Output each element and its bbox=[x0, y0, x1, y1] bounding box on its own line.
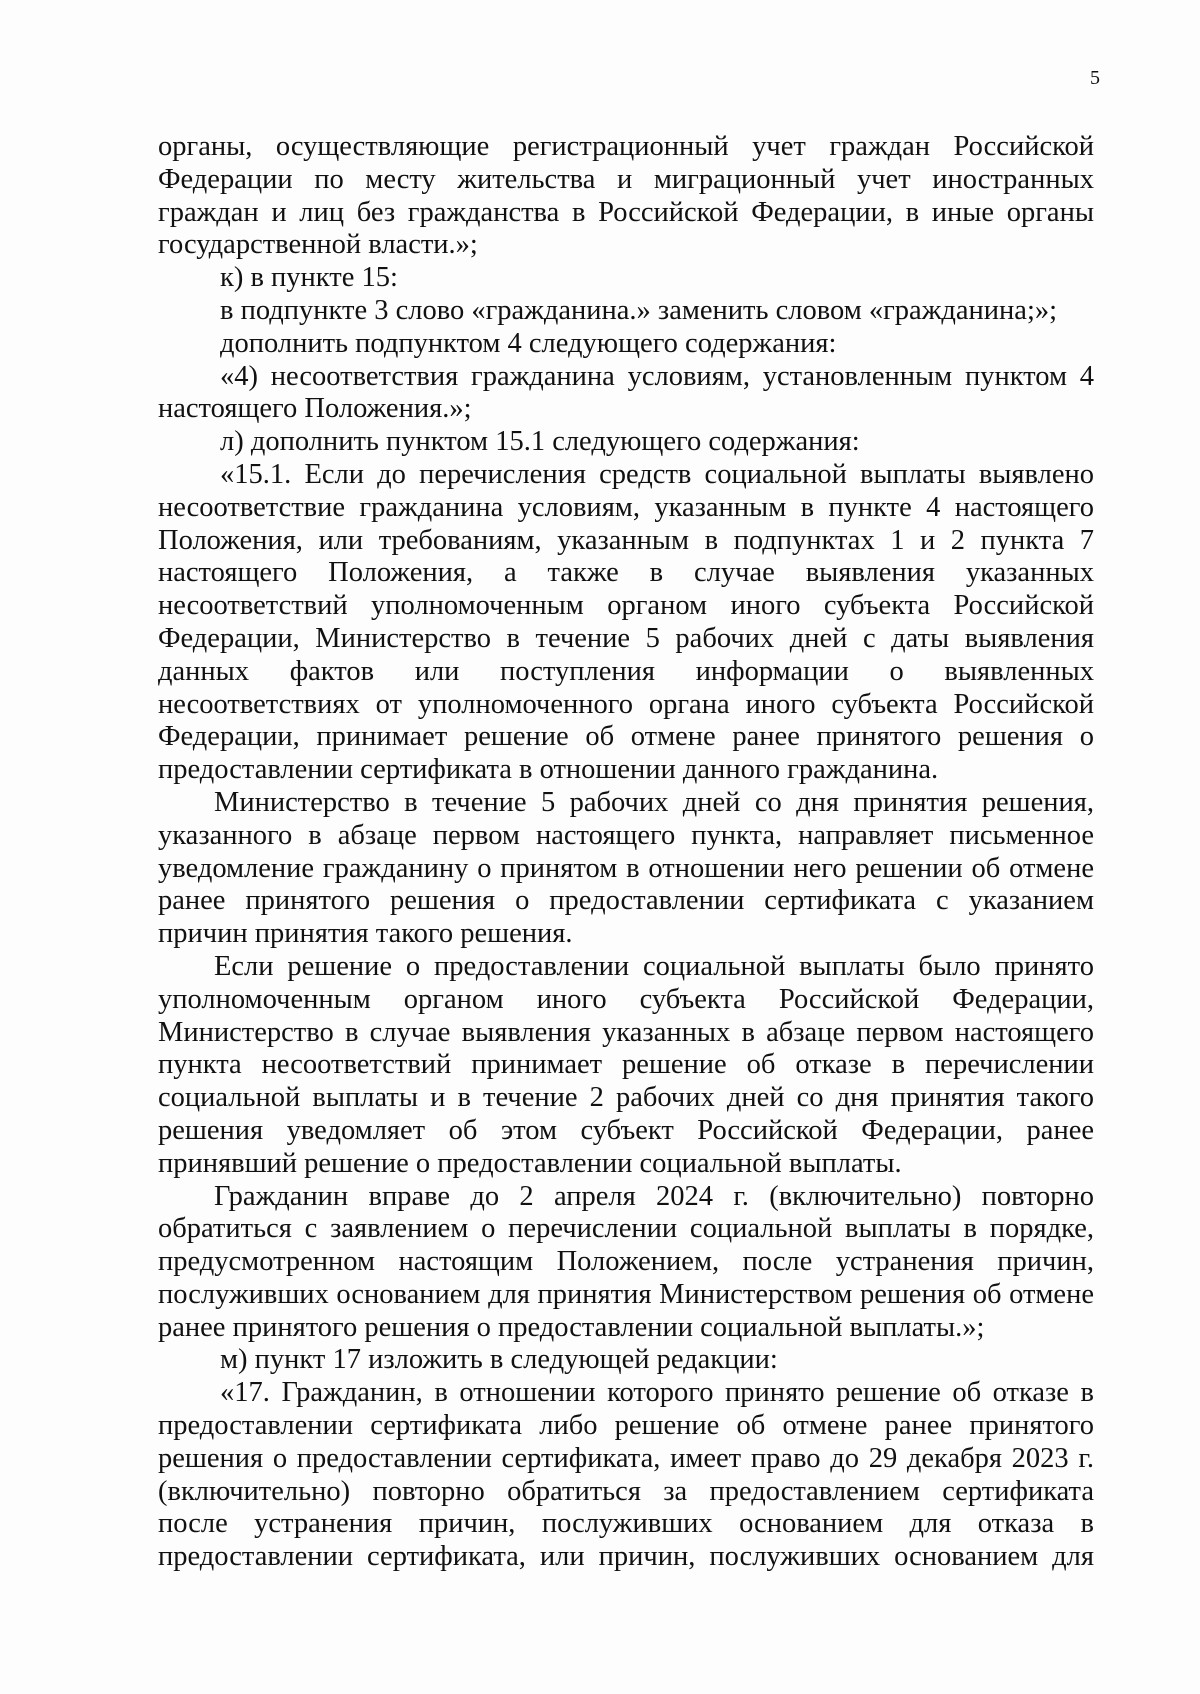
text-line: уполномоченным органом иного субъекта Российской Федерации, bbox=[158, 983, 1094, 1015]
text-line: уведомление гражданину о принятом в отношении него решении об отмене bbox=[158, 852, 1094, 884]
document-body bbox=[158, 131, 1094, 1574]
text-line: после устранения причин, послуживших основанием для отказа в bbox=[158, 1508, 1094, 1540]
text-line: граждан и лиц без гражданства в Российской Федерации, в иные органы bbox=[158, 196, 1094, 228]
text-line: предусмотренном настоящим Положением, после устранения причин, bbox=[158, 1246, 1094, 1278]
text-line: пункта несоответствий принимает решение об отказе в перечислении bbox=[158, 1049, 1094, 1081]
text-line: органы, осуществляющие регистрационный учет граждан Российской bbox=[158, 131, 1094, 162]
text-line: принявший решение о предоставлении социальной выплаты. bbox=[158, 1147, 902, 1179]
text-line: решения уведомляет об этом субъект Российской Федерации, ранее bbox=[158, 1114, 1094, 1146]
text-line: причин принятия такого решения. bbox=[158, 918, 573, 950]
text-line: настоящего Положения.»; bbox=[158, 393, 472, 425]
text-line: «4) несоответствия гражданина условиям, установленным пунктом 4 bbox=[220, 360, 1094, 392]
text-line: Положения, или требованиям, указанным в подпунктах 1 и 2 пункта 7 bbox=[158, 524, 1094, 556]
text-line: указанного в абзаце первом настоящего пункта, направляет письменное bbox=[158, 819, 1094, 851]
text-line: данных фактов или поступления информации о выявленных bbox=[158, 655, 1094, 687]
text-line: к) в пункте 15: bbox=[220, 262, 398, 294]
text-line: решения о предоставлении сертификата, имеет право до 29 декабря 2023 г. bbox=[158, 1442, 1094, 1474]
text-line: (включительно) повторно обратиться за предоставлением сертификата bbox=[158, 1475, 1094, 1507]
text-line: Министерство в течение 5 рабочих дней со дня принятия решения, bbox=[214, 786, 1094, 818]
text-line: ранее принятого решения о предоставлении сертификата с указанием bbox=[158, 885, 1094, 917]
text-line: несоответствиях от уполномоченного органа иного субъекта Российской bbox=[158, 688, 1094, 720]
text-line: предоставлении сертификата в отношении данного гражданина. bbox=[158, 754, 939, 786]
text-line: Министерство в случае выявления указанных в абзаце первом настоящего bbox=[158, 1016, 1094, 1048]
text-line: л) дополнить пунктом 15.1 следующего содержания: bbox=[220, 426, 860, 458]
text-line: несоответствий уполномоченным органом иного субъекта Российской bbox=[158, 590, 1094, 622]
text-line: Если решение о предоставлении социальной выплаты было принято bbox=[214, 950, 1094, 982]
page-number: 5 bbox=[1090, 67, 1100, 89]
text-line: «17. Гражданин, в отношении которого принято решение об отказе в bbox=[220, 1377, 1094, 1409]
text-line: предоставлении сертификата, или причин, послуживших основанием для bbox=[158, 1541, 1094, 1573]
text-line: Гражданин вправе до 2 апреля 2024 г. (включительно) повторно bbox=[214, 1180, 1094, 1212]
text-line: послуживших основанием для принятия Министерством решения об отмене bbox=[158, 1278, 1094, 1310]
text-line: государственной власти.»; bbox=[158, 229, 478, 261]
text-line: Федерации, принимает решение об отмене ранее принятого решения о bbox=[158, 721, 1094, 753]
text-line: Федерации, Министерство в течение 5 рабочих дней с даты выявления bbox=[158, 622, 1094, 654]
text-line: настоящего Положения, а также в случае выявления указанных bbox=[158, 557, 1094, 589]
text-line: несоответствие гражданина условиям, указанным в пункте 4 настоящего bbox=[158, 491, 1094, 523]
text-line: обратиться с заявлением о перечислении социальной выплаты в порядке, bbox=[158, 1213, 1094, 1245]
text-line: м) пункт 17 изложить в следующей редакции: bbox=[220, 1344, 778, 1376]
text-line: предоставлении сертификата либо решение об отмене ранее принятого bbox=[158, 1410, 1094, 1442]
text-line: ранее принятого решения о предоставлении социальной выплаты.»; bbox=[158, 1311, 985, 1343]
text-line: Федерации по месту жительства и миграционный учет иностранных bbox=[158, 163, 1094, 195]
text-line: «15.1. Если до перечисления средств социальной выплаты выявлено bbox=[220, 458, 1094, 490]
text-line: социальной выплаты и в течение 2 рабочих дней со дня принятия такого bbox=[158, 1082, 1094, 1114]
text-line: в подпункте 3 слово «гражданина.» заменить словом «гражданина;»; bbox=[220, 294, 1058, 326]
text-line: дополнить подпунктом 4 следующего содержания: bbox=[220, 327, 837, 359]
